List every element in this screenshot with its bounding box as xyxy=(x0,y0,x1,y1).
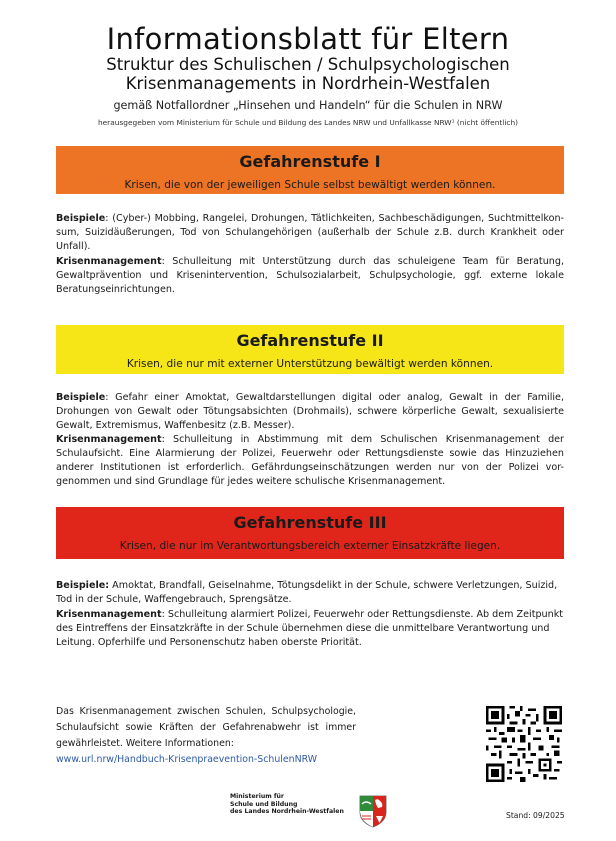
level-3-management-label: Krisenmanagement xyxy=(56,609,162,620)
source-note: gemäß Notfallordner „Hinsehen und Handeln“ für die Schulen in NRW xyxy=(113,99,503,112)
level-3-management xyxy=(56,608,564,650)
level-1-examples xyxy=(56,212,564,254)
ministry-logo-text xyxy=(230,793,344,816)
level-2-examples xyxy=(56,391,564,433)
info-link[interactable]: www.url.nrw/Handbuch-Krisenpraevention-SchulenNRW xyxy=(56,754,318,765)
level-1-management-text: : Schulleitung mit Unterstützung durch das schuleigene Team für Beratung, Gewaltprävention und Krisenintervention, Schulsozialarbeit, Schulpsychologie, ggf. externe lokale Beratungseinrichtungen. xyxy=(56,256,564,295)
level-2-examples-label: Beispiele xyxy=(56,392,106,403)
document-header xyxy=(0,0,616,127)
ministry-line3: des Landes Nordrhein-Westfalen xyxy=(230,808,344,815)
level-1-management xyxy=(56,255,564,297)
publisher-note: herausgegeben vom Ministerium für Schule und Bildung des Landes NRW und Unfallkasse NRW¹ (nicht öffentlich) xyxy=(97,118,519,127)
level-2-description: Krisen, die nur mit externer Unterstützung bewältigt werden können. xyxy=(126,358,494,370)
nrw-crest-icon xyxy=(358,794,388,828)
level-3-examples-text: Amoktat, Brandfall, Geiselnahme, Tötungsdelikt in der Schule, schwere Verletzungen, Suizid, Tod in der Schule, Waffengebrauch, Sprengsätze. xyxy=(56,580,558,605)
date-stamp: Stand: 09/2025 xyxy=(506,811,565,820)
level-2-banner xyxy=(56,325,564,374)
level-2-management xyxy=(56,433,564,489)
level-3-examples-label: Beispiele: xyxy=(56,580,110,591)
qr-code-icon[interactable] xyxy=(486,706,562,782)
ministry-line2: Schule und Bildung xyxy=(230,800,298,808)
level-1-banner xyxy=(56,146,564,194)
level-1-examples-label: Beispiele xyxy=(56,213,106,224)
footer-info-text: Das Krisenmanagement zwischen Schulen, Schulpsychologie, Schulaufsicht sowie Kräften der Gefahrenabwehr ist immer gewährleistet. Weitere Informationen: xyxy=(56,706,356,749)
level-3-management-text: : Schulleitung alarmiert Polizei, Feuerwehr oder Rettungsdienste. Ab dem Zeitpunkt des Eintreffens der Einsatzkräfte in der Schule übernehmen diese die unmittelbare Verantwortung und Leitung. Opferhilfe und Personenschutz haben oberste Priorität. xyxy=(56,609,564,648)
level-2-title: Gefahrenstufe II xyxy=(236,331,384,350)
level-2-management-text: : Schulleitung in Abstimmung mit dem Schulischen Krisenmanagement der Schulaufsicht. Eine Alarmierung der Polizei, Feuerwehr oder Rettungsdienste sowie das Hinzuziehen anderer Institutionen ist erforderlich. Gefährdungseinschätzungen werden nur von der Polizei vor-genommen und sind Grundlage für jedes weitere schulische Krisenmanagement. xyxy=(56,434,564,487)
ministry-line1: Ministerium für xyxy=(230,793,284,800)
level-1-title: Gefahrenstufe I xyxy=(239,152,381,171)
level-3-examples xyxy=(56,579,564,607)
level-1-management-label: Krisenmanagement xyxy=(56,256,162,267)
level-1-description: Krisen, die von der jeweiligen Schule selbst bewältigt werden können. xyxy=(124,179,496,191)
level-2-management-label: Krisenmanagement xyxy=(56,434,162,445)
document-subtitle-line1: Struktur des Schulischen / Schulpsychologischen xyxy=(106,55,510,74)
document-subtitle-line2: Krisenmanagements in Nordrhein-Westfalen xyxy=(125,74,491,93)
level-3-banner xyxy=(56,507,564,559)
level-3-description: Krisen, die nur im Verantwortungsbereich externer Einsatzkräfte liegen. xyxy=(119,540,501,552)
document-title: Informationsblatt für Eltern xyxy=(106,22,510,56)
level-2-examples-text: : Gefahr einer Amoktat, Gewaltdarstellungen digital oder analog, Gewalt in der Familie, Drohungen von Gewalt oder Tötungsabsichten (Drohmails), schwere körperliche Gewalt, sexualisierte Gewalt, Extremismus, Waffenbesitz (z.B. Messer). xyxy=(56,392,564,431)
level-1-examples-text: : (Cyber-) Mobbing, Rangelei, Drohungen, Tätlichkeiten, Sachbeschädigungen, Suchtmittelkon-sum, Suizidäußerungen, Tod von Schulangehörigen (außerhalb der Schule z.B. durch Krankheit oder Unfall). xyxy=(56,213,564,252)
level-3-title: Gefahrenstufe III xyxy=(233,513,387,532)
